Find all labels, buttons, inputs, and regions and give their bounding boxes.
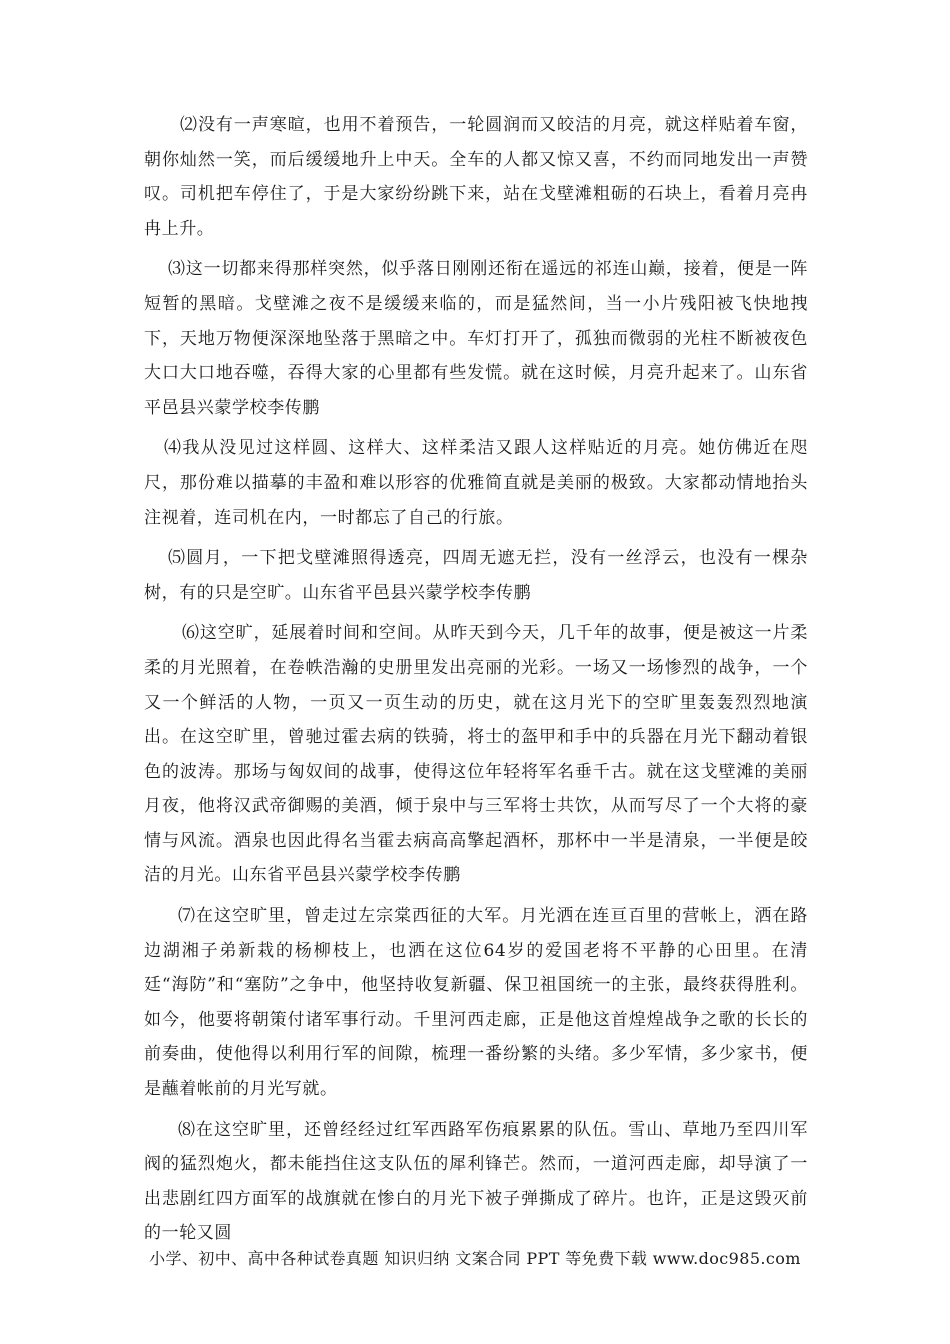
paragraph-2: ⑵没有一声寒暄，也用不着预告，一轮圆润而又皎洁的月亮，就这样贴着车窗，朝你灿然一笑，而后缓缓地升上中天。全车的人都又惊又喜，不约而同地发出一声赞叹。司机把车停住了，于是大家纷纷跳下来，站在戈壁滩粗砺的石块上，看着月亮冉冉上升。 <box>144 115 808 239</box>
article-body <box>144 108 808 1251</box>
paragraph-6: ⑹这空旷，延展着时间和空间。从昨天到今天，几千年的故事，便是被这一片柔柔的月光照着，在卷帙浩瀚的史册里发出亮丽的光彩。一场又一场惨烈的战争，一个又一个鲜活的人物，一页又一页生动的历史，就在这月光下的空旷里轰轰烈烈地演出。在这空旷里，曾驰过霍去病的铁骑，将士的盔甲和手中的兵器在月光下翻动着银色的波涛。那场与匈奴间的战事，使得这位年轻将军名垂千古。就在这戈壁滩的美丽月夜，他将汉武帝御赐的美酒，倾于泉中与三军将士共饮，从而写尽了一个大将的豪情与风流。酒泉也因此得名当霍去病高高擎起酒杯，那杯中一半是清泉，一半便是皎洁的月光。山东省平邑县兴蒙学校李传鹏 <box>144 623 808 886</box>
paragraph-3: ⑶这一切都来得那样突然，似乎落日刚刚还衔在遥远的祁连山巅，接着，便是一阵短暂的黑暗。戈壁滩之夜不是缓缓来临的，而是猛然间，当一小片残阳被飞快地拽下，天地万物便深深地坠落于黑暗之中。车灯打开了，孤独而微弱的光柱不断被夜色大口大口地吞噬，吞得大家的心里都有些发慌。就在这时候，月亮升起来了。山东省平邑县兴蒙学校李传鹏 <box>144 259 808 418</box>
paragraph-5: ⑸圆月，一下把戈壁滩照得透亮，四周无遮无拦，没有一丝浮云，也没有一棵杂树，有的只是空旷。山东省平邑县兴蒙学校李传鹏 <box>144 548 808 603</box>
paragraph-7: ⑺在这空旷里，曾走过左宗棠西征的大军。月光洒在连亘百里的营帐上，洒在路边湖湘子弟新栽的杨柳枝上，也洒在这位64岁的爱国老将不平静的心田里。在清廷“海防”和“塞防”之争中，他坚持收复新疆、保卫祖国统一的主张，最终获得胜利。如今，他要将朝策付诸军事行动。千里河西走廊，正是他这首煌煌战争之歌的长长的前奏曲，使他得以利用行军的间隙，梳理一番纷繁的头绪。多少军情，多少家书，便是蘸着帐前的月光写就。 <box>144 906 808 1100</box>
page-footer: 小学、初中、高中各种试卷真题 知识归纳 文案合同 PPT 等免费下载 www.doc985.com <box>149 1249 801 1268</box>
paragraph-4: ⑷我从没见过这样圆、这样大、这样柔洁又跟人这样贴近的月亮。她仿佛近在咫尺，那份难以描摹的丰盈和难以形容的优雅简直就是美丽的极致。大家都动情地抬头注视着，连司机在内，一时都忘了自己的行旅。 <box>144 438 808 528</box>
paragraph-8: ⑻在这空旷里，还曾经经过红军西路军伤痕累累的队伍。雪山、草地乃至四川军阀的猛烈炮火，都未能挡住这支队伍的犀利锋芒。然而，一道河西走廊，却导演了一出悲剧红四方面军的战旗就在惨白的月光下被子弹撕成了碎片。也许，正是这毁灭前的一轮又圆 <box>144 1119 808 1244</box>
